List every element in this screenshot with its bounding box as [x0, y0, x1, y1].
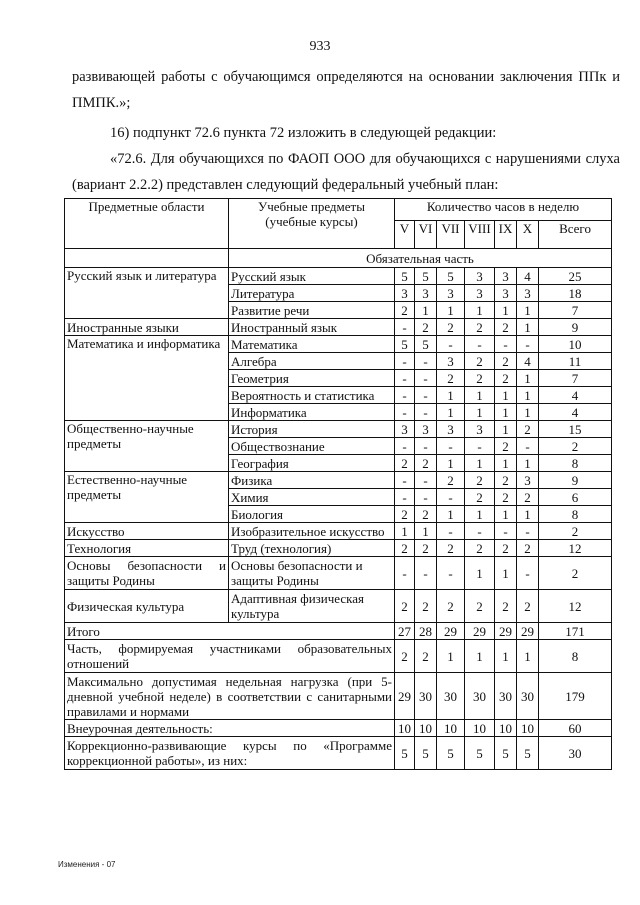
hours-cell: 2 [415, 506, 437, 523]
total-cell: 15 [539, 421, 612, 438]
hours-cell: 2 [395, 590, 415, 623]
hours-cell: - [415, 489, 437, 506]
hours-cell: 1 [495, 404, 517, 421]
summary-row [65, 720, 612, 737]
paragraph-3: «72.6. Для обучающихся по ФАОП ООО для обучающихся с нарушениями слуха (вариант 2.2.2) представлен следующий федеральный учебный план: [72, 151, 620, 193]
hours-cell: 30 [465, 673, 495, 720]
hours-cell: - [395, 387, 415, 404]
area-cell: Основы безопасности и защиты Родины [65, 557, 229, 590]
hours-cell: 2 [465, 353, 495, 370]
hours-cell: 10 [437, 720, 465, 737]
hours-cell: - [395, 472, 415, 489]
hours-cell: 1 [465, 404, 495, 421]
hours-cell: 5 [415, 336, 437, 353]
hours-cell: - [437, 557, 465, 590]
hours-cell: 5 [395, 737, 415, 770]
total-cell: 9 [539, 319, 612, 336]
hours-cell: 2 [437, 319, 465, 336]
hours-cell: 29 [517, 623, 539, 640]
hours-cell: 1 [437, 387, 465, 404]
hours-cell: 2 [465, 472, 495, 489]
hours-cell: - [437, 489, 465, 506]
header-grade: V [395, 221, 415, 249]
hours-cell: 2 [465, 489, 495, 506]
hours-cell: 2 [395, 640, 415, 673]
subject-cell: Литература [229, 285, 395, 302]
area-cell: Общественно-научные предметы [65, 421, 229, 472]
hours-cell: 1 [517, 640, 539, 673]
hours-cell: 30 [517, 673, 539, 720]
subject-cell: История [229, 421, 395, 438]
total-cell: 18 [539, 285, 612, 302]
hours-cell: - [415, 370, 437, 387]
subject-cell: Информатика [229, 404, 395, 421]
table-row [65, 557, 612, 590]
hours-cell: - [517, 336, 539, 353]
hours-cell: - [465, 438, 495, 455]
hours-cell: 3 [517, 472, 539, 489]
hours-cell: 10 [465, 720, 495, 737]
hours-cell: 10 [395, 720, 415, 737]
area-cell: Русский язык и литература [65, 268, 229, 319]
table-row [65, 268, 612, 285]
hours-cell: 29 [465, 623, 495, 640]
hours-cell: 4 [517, 353, 539, 370]
table-row [65, 590, 612, 623]
summary-label: Максимально допустимая недельная нагрузка (при 5-дневной учебной неделе) в соответствии с санитарными правилами и нормами [65, 673, 395, 720]
hours-cell: 2 [395, 455, 415, 472]
total-cell: 11 [539, 353, 612, 370]
subject-cell: Физика [229, 472, 395, 489]
total-cell: 25 [539, 268, 612, 285]
hours-cell: 1 [437, 506, 465, 523]
hours-cell: 1 [437, 455, 465, 472]
subject-cell: Иностранный язык [229, 319, 395, 336]
total-cell: 10 [539, 336, 612, 353]
hours-cell: - [395, 404, 415, 421]
hours-cell: 5 [495, 737, 517, 770]
hours-cell: 1 [437, 302, 465, 319]
hours-cell: 1 [517, 404, 539, 421]
hours-cell: 3 [437, 421, 465, 438]
hours-cell: 2 [495, 438, 517, 455]
hours-cell: 5 [415, 268, 437, 285]
hours-cell: 5 [465, 737, 495, 770]
hours-cell: 10 [495, 720, 517, 737]
hours-cell: 29 [495, 623, 517, 640]
hours-cell: - [395, 370, 415, 387]
subject-cell: Вероятность и статистика [229, 387, 395, 404]
header-grade: X [517, 221, 539, 249]
total-cell: 6 [539, 489, 612, 506]
area-cell: Естественно-научные предметы [65, 472, 229, 523]
hours-cell: 1 [495, 640, 517, 673]
table-row [65, 523, 612, 540]
hours-cell: 1 [465, 640, 495, 673]
summary-row [65, 673, 612, 720]
header-grade: VII [437, 221, 465, 249]
hours-cell: 29 [395, 673, 415, 720]
hours-cell: 3 [437, 353, 465, 370]
hours-cell: - [517, 557, 539, 590]
hours-cell: 5 [437, 737, 465, 770]
hours-cell: 2 [437, 590, 465, 623]
hours-cell: - [395, 557, 415, 590]
hours-cell: 2 [465, 370, 495, 387]
header-subjects: Учебные предметы (учебные курсы) [229, 199, 395, 249]
hours-cell: 30 [415, 673, 437, 720]
hours-cell: 29 [437, 623, 465, 640]
hours-cell: 1 [517, 370, 539, 387]
area-cell: Математика и информатика [65, 336, 229, 421]
paragraph-2: 16) подпункт 72.6 пункта 72 изложить в следующей редакции: [110, 125, 497, 141]
hours-cell: 3 [465, 421, 495, 438]
subject-cell: Развитие речи [229, 302, 395, 319]
hours-cell: 2 [465, 319, 495, 336]
hours-cell: 1 [395, 523, 415, 540]
hours-cell: 1 [517, 387, 539, 404]
hours-cell: 1 [465, 302, 495, 319]
header-grade: VI [415, 221, 437, 249]
hours-cell: 2 [517, 590, 539, 623]
subject-cell: Химия [229, 489, 395, 506]
subject-cell: Изобразительное искусство [229, 523, 395, 540]
hours-cell: 2 [415, 540, 437, 557]
hours-cell: 1 [465, 387, 495, 404]
total-cell: 12 [539, 590, 612, 623]
total-cell: 7 [539, 302, 612, 319]
summary-label: Внеурочная деятельность: [65, 720, 395, 737]
table-row [65, 336, 612, 353]
total-cell: 4 [539, 387, 612, 404]
hours-cell: 3 [495, 285, 517, 302]
hours-cell: 1 [437, 404, 465, 421]
hours-cell: 27 [395, 623, 415, 640]
hours-cell: 2 [465, 590, 495, 623]
hours-cell: 1 [495, 302, 517, 319]
paragraph-1: развивающей работы с обучающимся определяются на основании заключения ППк и ПМПК.»; [72, 69, 620, 111]
subject-cell: Математика [229, 336, 395, 353]
area-cell: Физическая культура [65, 590, 229, 623]
hours-cell: 1 [465, 455, 495, 472]
hours-cell: 3 [395, 421, 415, 438]
hours-cell: 1 [495, 421, 517, 438]
hours-cell: 1 [465, 557, 495, 590]
hours-cell: 2 [395, 540, 415, 557]
header-hours: Количество часов в неделю [395, 199, 612, 221]
total-cell: 9 [539, 472, 612, 489]
hours-cell: 5 [517, 737, 539, 770]
subject-cell: Биология [229, 506, 395, 523]
hours-cell: 2 [517, 540, 539, 557]
subject-cell: Адаптивная физическая культура [229, 590, 395, 623]
hours-cell: - [437, 336, 465, 353]
hours-cell: 2 [517, 421, 539, 438]
area-cell: Иностранные языки [65, 319, 229, 336]
page-number: 933 [309, 39, 331, 54]
subject-cell: География [229, 455, 395, 472]
hours-cell: 5 [437, 268, 465, 285]
hours-cell: 3 [495, 268, 517, 285]
hours-cell: 2 [415, 319, 437, 336]
table-row [65, 421, 612, 438]
hours-cell: - [415, 387, 437, 404]
hours-cell: 3 [517, 285, 539, 302]
hours-cell: 1 [495, 455, 517, 472]
header-total: Всего [539, 221, 612, 249]
header-grade: IX [495, 221, 517, 249]
subject-cell: Обществознание [229, 438, 395, 455]
total-cell: 2 [539, 438, 612, 455]
table-row [65, 540, 612, 557]
hours-cell: 2 [517, 489, 539, 506]
total-cell: 2 [539, 557, 612, 590]
area-cell: Искусство [65, 523, 229, 540]
table-row [65, 472, 612, 489]
hours-cell: 1 [415, 302, 437, 319]
hours-cell: 1 [465, 506, 495, 523]
subject-cell: Геометрия [229, 370, 395, 387]
hours-cell: 1 [517, 455, 539, 472]
hours-cell: 2 [437, 472, 465, 489]
hours-cell: 30 [495, 673, 517, 720]
hours-cell: 3 [465, 268, 495, 285]
hours-cell: 5 [395, 336, 415, 353]
total-cell: 8 [539, 640, 612, 673]
hours-cell: - [395, 438, 415, 455]
hours-cell: 3 [437, 285, 465, 302]
hours-cell: 2 [495, 489, 517, 506]
summary-row [65, 737, 612, 770]
hours-cell: - [395, 489, 415, 506]
hours-cell: 1 [495, 387, 517, 404]
hours-cell: 3 [415, 285, 437, 302]
hours-cell: 2 [495, 353, 517, 370]
total-cell: 8 [539, 506, 612, 523]
total-cell: 2 [539, 523, 612, 540]
subject-cell: Русский язык [229, 268, 395, 285]
hours-cell: 30 [437, 673, 465, 720]
hours-cell: - [517, 523, 539, 540]
table-row [65, 319, 612, 336]
hours-cell: - [465, 523, 495, 540]
hours-cell: 2 [437, 540, 465, 557]
hours-cell: 2 [415, 640, 437, 673]
subject-cell: Алгебра [229, 353, 395, 370]
hours-cell: - [437, 438, 465, 455]
hours-cell: 2 [495, 540, 517, 557]
subject-cell: Труд (технология) [229, 540, 395, 557]
footer-note: Изменения - 07 [58, 860, 116, 869]
hours-cell: 2 [415, 590, 437, 623]
hours-cell: 2 [495, 590, 517, 623]
hours-cell: 3 [395, 285, 415, 302]
hours-cell: 2 [495, 472, 517, 489]
hours-cell: 5 [395, 268, 415, 285]
summary-label: Коррекционно-развивающие курсы по «Программе коррекционной работы», из них: [65, 737, 395, 770]
hours-cell: 2 [395, 302, 415, 319]
hours-cell: 4 [517, 268, 539, 285]
hours-cell: 1 [415, 523, 437, 540]
hours-cell: 1 [517, 302, 539, 319]
hours-cell: - [465, 336, 495, 353]
hours-cell: 3 [465, 285, 495, 302]
total-cell: 4 [539, 404, 612, 421]
header-areas: Предметные области [65, 199, 229, 249]
hours-cell: 10 [415, 720, 437, 737]
hours-cell: 3 [415, 421, 437, 438]
hours-cell: 2 [395, 506, 415, 523]
section-title: Обязательная часть [229, 249, 612, 268]
total-cell: 8 [539, 455, 612, 472]
curriculum-table [64, 198, 612, 770]
hours-cell: 2 [465, 540, 495, 557]
total-cell: 7 [539, 370, 612, 387]
hours-cell: - [415, 438, 437, 455]
hours-cell: 5 [415, 737, 437, 770]
hours-cell: 2 [415, 455, 437, 472]
hours-cell: 1 [495, 557, 517, 590]
hours-cell: - [415, 557, 437, 590]
hours-cell: - [495, 336, 517, 353]
summary-row [65, 640, 612, 673]
hours-cell: 1 [437, 640, 465, 673]
hours-cell: - [495, 523, 517, 540]
hours-cell: 10 [517, 720, 539, 737]
total-cell: 30 [539, 737, 612, 770]
hours-cell: 2 [495, 319, 517, 336]
total-cell: 179 [539, 673, 612, 720]
total-cell: 60 [539, 720, 612, 737]
hours-cell: - [415, 404, 437, 421]
hours-cell: 1 [517, 319, 539, 336]
hours-cell: - [415, 353, 437, 370]
hours-cell: 1 [517, 506, 539, 523]
hours-cell: 28 [415, 623, 437, 640]
hours-cell: - [395, 353, 415, 370]
summary-label: Часть, формируемая участниками образовательных отношений [65, 640, 395, 673]
subject-cell: Основы безопасности и защиты Родины [229, 557, 395, 590]
hours-cell: 2 [437, 370, 465, 387]
header-grade: VIII [465, 221, 495, 249]
summary-label: Итого [65, 623, 395, 640]
area-cell: Технология [65, 540, 229, 557]
hours-cell: 1 [495, 506, 517, 523]
summary-row [65, 623, 612, 640]
hours-cell: - [437, 523, 465, 540]
hours-cell: - [517, 438, 539, 455]
hours-cell: 2 [495, 370, 517, 387]
table-body [65, 249, 612, 770]
total-cell: 12 [539, 540, 612, 557]
hours-cell: - [395, 319, 415, 336]
hours-cell: - [415, 472, 437, 489]
total-cell: 171 [539, 623, 612, 640]
